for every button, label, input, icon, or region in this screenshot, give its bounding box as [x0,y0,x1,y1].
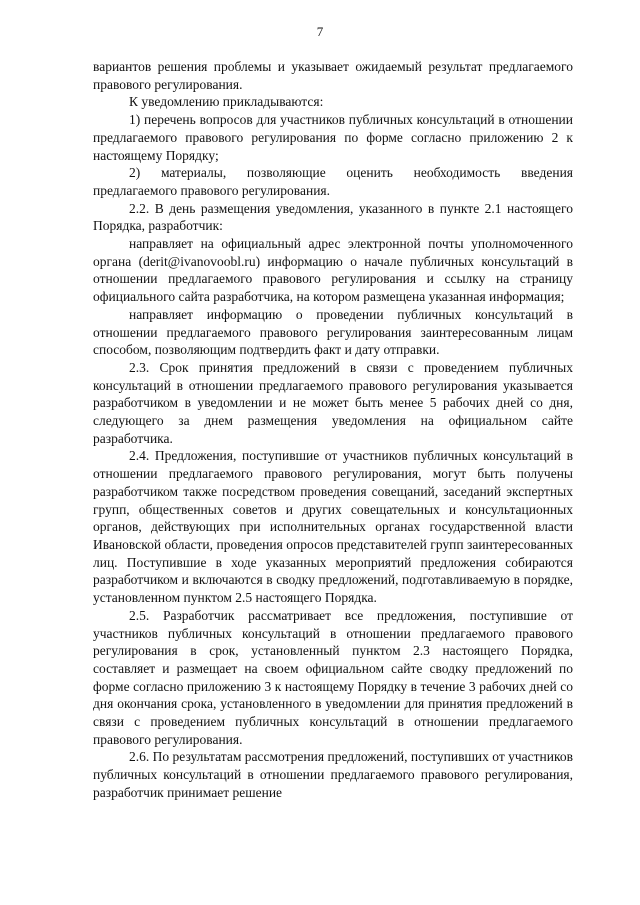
paragraph-clause-2-2-email: направляет на официальный адрес электронной почты уполномоченного органа (derit@ivanovoobl.ru) информацию о начале публичных консультаций в отношении предлагаемого правового регулирования и ссылку на страницу официального сайта разработчика, на котором размещена указанная информация; [93,236,573,305]
paragraph-attachment-2: 2) материалы, позволяющие оценить необходимость введения предлагаемого правового регулирования. [93,165,573,198]
document-body [93,58,573,802]
paragraph-attachments-intro: К уведомлению прикладываются: [129,94,324,110]
page-number: 7 [316,24,324,39]
paragraph-clause-2-5: 2.5. Разработчик рассматривает все предложения, поступившие от участников публичных консультаций в отношении предлагаемого правового регулирования в срок, установленный пунктом 2.3 настоящего Порядка, составляет и размещает на своем официальном сайте сводку предложений по форме согласно приложению 3 к настоящему Порядку в течение 3 рабочих дней со дня окончания срока, установленного в уведомлении для принятия предложений в связи с проведением публичных консультаций в отношении предлагаемого правового регулирования. [93,607,573,747]
paragraph-clause-2-3: 2.3. Срок принятия предложений в связи с проведением публичных консультаций в отношении предлагаемого правового регулирования указывается разработчиком в уведомлении и не может быть менее 5 рабочих дней со дня, следующего за днем размещения уведомления на официальном сайте разработчика. [93,359,573,446]
paragraph-continuation: вариантов решения проблемы и указывает ожидаемый результат предлагаемого правового регулирования. [93,59,573,92]
paragraph-clause-2-4: 2.4. Предложения, поступившие от участников публичных консультаций в отношении предлагаемого правового регулирования, могут быть получены разработчиком также посредством проведения совещаний, заседаний экспертных групп, общественных советов и других совещательных и консультационных органов, действующих при исполнительных органах государственной власти Ивановской области, проведения опросов представителей групп заинтересованных лиц. Поступившие в ходе указанных мероприятий предложения собираются разработчиком и включаются в сводку предложений, подготавливаемую в порядке, установленном пунктом 2.5 настоящего Порядка. [93,448,573,606]
paragraph-clause-2-6: 2.6. По результатам рассмотрения предложений, поступивших от участников публичных консультаций в отношении предлагаемого правового регулирования, разработчик принимает решение [93,749,573,800]
paragraph-clause-2-2: 2.2. В день размещения уведомления, указанного в пункте 2.1 настоящего Порядка, разработчик: [93,200,573,234]
paragraph-attachment-1: 1) перечень вопросов для участников публичных консультаций в отношении предлагаемого правового регулирования по форме согласно приложению 2 к настоящему Порядку; [93,112,573,163]
paragraph-clause-2-2-notify: направляет информацию о проведении публичных консультаций в отношении предлагаемого правового регулирования заинтересованным лицам способом, позволяющим подтвердить факт и дату отправки. [93,306,573,358]
